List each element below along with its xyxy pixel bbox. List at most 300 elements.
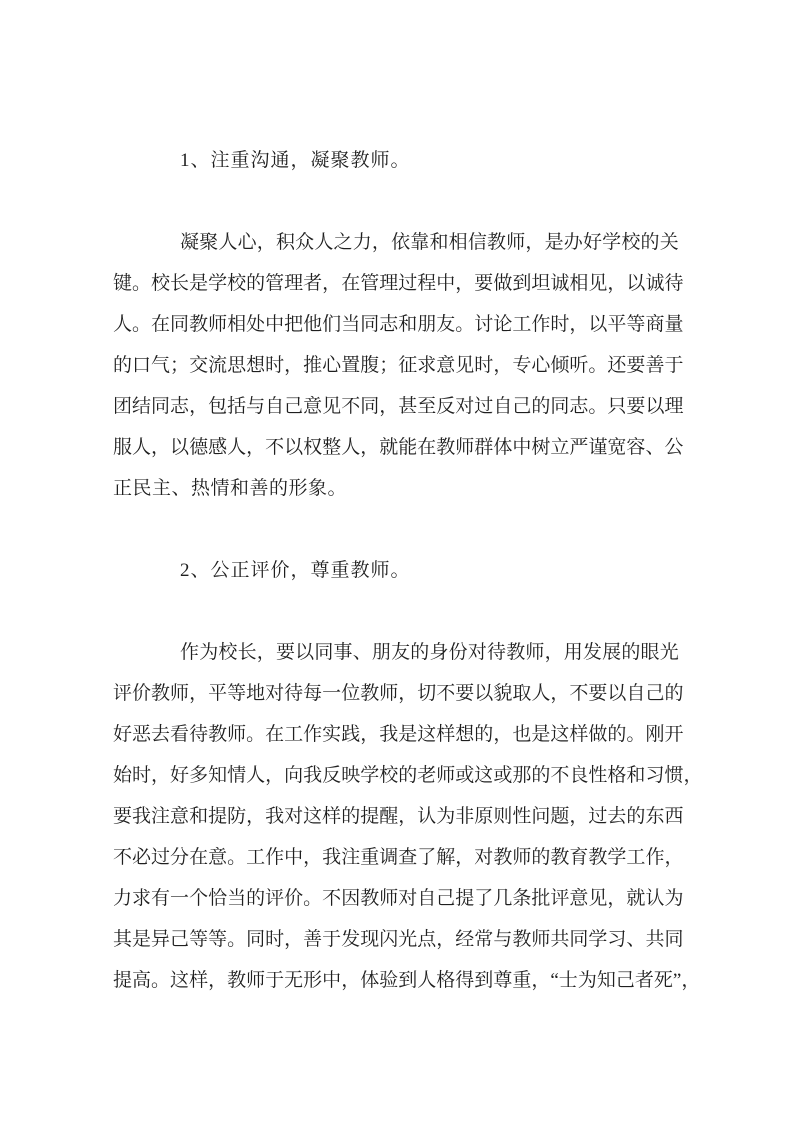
character: 当 (227, 888, 247, 909)
character: 教 (512, 929, 532, 950)
character: 平 (208, 683, 228, 704)
character: ， (341, 970, 361, 991)
character: 好 (582, 232, 602, 253)
character: 的 (607, 724, 627, 745)
character: 善 (645, 355, 665, 376)
character: 意 (170, 806, 190, 827)
character: 于 (265, 970, 285, 991)
character: 始 (113, 765, 133, 786)
character: 推 (303, 355, 323, 376)
character: 腹 (360, 355, 380, 376)
character: 时 (132, 765, 152, 786)
character: 。 (132, 273, 152, 294)
character: 格 (436, 970, 456, 991)
character: 同 (569, 929, 589, 950)
character: ， (322, 273, 342, 294)
character: 到 (398, 970, 418, 991)
character: 自 (626, 683, 646, 704)
character: 中 (265, 314, 285, 335)
character: 重 (360, 847, 380, 868)
text-line: 正民主、热情和善的形象。 (113, 478, 348, 499)
character: 甚 (398, 396, 418, 417)
character: 光 (659, 642, 679, 663)
character: 能 (398, 437, 418, 458)
character: 的 (113, 355, 133, 376)
character: ， (360, 724, 380, 745)
character: 践 (341, 724, 361, 745)
character: 友 (436, 314, 456, 335)
character: 貌 (493, 683, 513, 704)
character: 信 (467, 232, 487, 253)
character: 同 (246, 929, 266, 950)
character: 们 (322, 314, 342, 335)
character: 人 (132, 437, 152, 458)
character: 知 (596, 970, 616, 991)
character: 等 (227, 683, 247, 704)
character: 要 (474, 273, 494, 294)
character: 自 (493, 396, 513, 417)
text-line (113, 755, 703, 796)
character: 意 (436, 355, 456, 376)
character: 价 (284, 888, 304, 909)
character: 样 (436, 724, 456, 745)
character: 学 (208, 273, 228, 294)
character: 以 (170, 437, 190, 458)
character: 的 (398, 765, 418, 786)
character: 量 (664, 314, 684, 335)
character: 要 (455, 683, 475, 704)
character: 就 (626, 888, 646, 909)
character: 中 (322, 970, 342, 991)
character: 教 (227, 970, 247, 991)
character: 同 (550, 396, 570, 417)
character: 批 (531, 888, 551, 909)
character: 实 (322, 724, 342, 745)
character: 在 (151, 314, 171, 335)
character: 性 (588, 765, 608, 786)
character: 用 (563, 642, 583, 663)
character: ， (379, 396, 399, 417)
character: 商 (645, 314, 665, 335)
character: 己 (436, 888, 456, 909)
character: 不 (322, 888, 342, 909)
character: 看 (170, 724, 190, 745)
character: ， (681, 970, 701, 991)
character: 不 (436, 683, 456, 704)
character: 。 (246, 724, 266, 745)
character: ， (189, 683, 209, 704)
character: 几 (493, 888, 513, 909)
character: 以 (588, 314, 608, 335)
character: 映 (341, 765, 361, 786)
character: 聚 (199, 232, 219, 253)
character: 以 (626, 273, 646, 294)
character: 师 (506, 232, 526, 253)
character: 诚 (645, 273, 665, 294)
character: 是 (189, 273, 209, 294)
text-line (113, 960, 701, 1001)
character: 的 (341, 806, 361, 827)
character: 东 (645, 806, 665, 827)
character: ， (246, 437, 266, 458)
character: 以 (295, 642, 315, 663)
character: 同 (360, 314, 380, 335)
character: 验 (379, 970, 399, 991)
character: 括 (227, 396, 247, 417)
character: 开 (664, 724, 684, 745)
character: 为 (436, 806, 456, 827)
character: 无 (284, 970, 304, 991)
character: 光 (398, 929, 418, 950)
character: 性 (512, 806, 532, 827)
character: 自 (417, 888, 437, 909)
character: ， (284, 929, 304, 950)
character: 的 (640, 232, 660, 253)
character: 师 (512, 847, 532, 868)
character: 这 (417, 724, 437, 745)
character: 一 (322, 683, 342, 704)
character: 展 (602, 642, 622, 663)
text-line (113, 796, 684, 837)
character: ， (246, 806, 266, 827)
character: 非 (455, 806, 475, 827)
character: 是 (531, 724, 551, 745)
character: 认 (417, 806, 437, 827)
character: 凝 (180, 232, 200, 253)
character: 。 (455, 314, 475, 335)
text-line (113, 345, 684, 386)
character: ， (531, 970, 551, 991)
character: 见 (588, 273, 608, 294)
character: 教 (588, 847, 608, 868)
character: 共 (550, 929, 570, 950)
character: 征 (398, 355, 418, 376)
character: 己 (645, 683, 665, 704)
character: 工 (512, 314, 532, 335)
character: 有 (151, 888, 171, 909)
character: ， (284, 355, 304, 376)
character: 提 (113, 970, 133, 991)
character: 还 (607, 355, 627, 376)
character: 老 (417, 765, 437, 786)
text-line (113, 919, 684, 960)
character: 树 (531, 437, 551, 458)
character: ， (398, 683, 418, 704)
character: 了 (474, 888, 494, 909)
character: 西 (664, 806, 684, 827)
character: 为 (577, 970, 597, 991)
character: 见 (455, 355, 475, 376)
character: 键 (113, 273, 133, 294)
character: 校 (151, 273, 171, 294)
character: 长 (237, 642, 257, 663)
character: 要 (275, 642, 295, 663)
character: 知 (208, 765, 228, 786)
heading-block (113, 140, 679, 181)
character: 力 (113, 888, 133, 909)
character: 情 (227, 765, 247, 786)
character: 点 (417, 929, 437, 950)
character: 形 (303, 970, 323, 991)
character: 志 (379, 314, 399, 335)
character: 以 (284, 437, 304, 458)
character: 样 (322, 806, 342, 827)
character: 己 (284, 396, 304, 417)
character: 交 (189, 355, 209, 376)
character: 问 (531, 806, 551, 827)
character: 中 (436, 273, 456, 294)
character: 待 (189, 724, 209, 745)
character: 教 (189, 314, 209, 335)
character: 的 (246, 273, 266, 294)
character: 过 (398, 273, 418, 294)
character: 要 (626, 396, 646, 417)
character: 志 (170, 396, 190, 417)
character: 身 (429, 642, 449, 663)
character: 常 (474, 929, 494, 950)
character: ， (303, 847, 323, 868)
character: 意 (208, 847, 228, 868)
character: 调 (379, 847, 399, 868)
character: ， (525, 232, 545, 253)
character: 见 (322, 396, 342, 417)
character: 校 (621, 232, 641, 253)
character: 心 (531, 355, 551, 376)
text-line (113, 673, 684, 714)
character: 。 (626, 724, 646, 745)
character: 以 (607, 683, 627, 704)
character: 志 (569, 396, 589, 417)
paragraph-block (113, 632, 703, 1001)
character: 价 (132, 683, 152, 704)
character: 待 (487, 642, 507, 663)
character: 的 (621, 642, 641, 663)
character: 同 (360, 396, 380, 417)
character: 我 (379, 724, 399, 745)
character: 学 (602, 232, 622, 253)
character: 积 (275, 232, 295, 253)
text-line (113, 878, 684, 919)
character: 倾 (550, 355, 570, 376)
character: 等 (626, 314, 646, 335)
character: 师 (170, 683, 190, 704)
character: 恰 (208, 888, 228, 909)
character: 诚 (550, 273, 570, 294)
character: 校 (227, 273, 247, 294)
character: 工 (284, 724, 304, 745)
character: 到 (474, 970, 494, 991)
character: 恶 (132, 724, 152, 745)
character: 整 (322, 437, 342, 458)
character: 不 (569, 683, 589, 704)
character: 惯 (664, 765, 684, 786)
character: 是 (544, 232, 564, 253)
character: 等 (189, 929, 209, 950)
character: 的 (531, 396, 551, 417)
character: 学 (607, 847, 627, 868)
character: 力 (352, 232, 372, 253)
character: 高 (132, 970, 152, 991)
character: 作 (180, 642, 200, 663)
character: 求 (417, 355, 437, 376)
character: 份 (448, 642, 468, 663)
character: 或 (455, 765, 475, 786)
character: 等 (208, 929, 228, 950)
character: 时 (474, 355, 494, 376)
character: 者 (634, 970, 654, 991)
paragraph-block (113, 222, 684, 509)
character: 提 (360, 806, 380, 827)
character: 评 (265, 888, 285, 909)
character: 同 (170, 314, 190, 335)
character: 我 (303, 765, 323, 786)
character: ， (550, 683, 570, 704)
character: 理 (664, 396, 684, 417)
character: 工 (246, 847, 266, 868)
character: 。 (588, 355, 608, 376)
character: 多 (189, 765, 209, 786)
character: 人 (531, 683, 551, 704)
character: 提 (455, 888, 475, 909)
character: ， (360, 437, 380, 458)
character: ， (265, 765, 285, 786)
character: 样 (189, 970, 209, 991)
character: 。 (227, 929, 247, 950)
character: 在 (265, 724, 285, 745)
character: 这 (303, 806, 323, 827)
character: 士 (558, 970, 578, 991)
character: 人 (218, 232, 238, 253)
character: ， (151, 765, 171, 786)
character: 善 (303, 929, 323, 950)
character: 现 (360, 929, 380, 950)
character: ， (493, 724, 513, 745)
character: 在 (341, 273, 361, 294)
character: 认 (645, 888, 665, 909)
character: ； (170, 355, 190, 376)
character: 注 (151, 806, 171, 827)
character: 醒 (379, 806, 399, 827)
character: 人 (246, 765, 266, 786)
character: 和 (398, 314, 418, 335)
character: 理 (284, 273, 304, 294)
character: 过 (151, 847, 171, 868)
character: 讨 (474, 314, 494, 335)
character: 在 (417, 437, 437, 458)
character: 之 (333, 232, 353, 253)
character: 至 (417, 396, 437, 417)
character: 不 (550, 765, 570, 786)
character: 查 (398, 847, 418, 868)
character: 必 (132, 847, 152, 868)
character: 这 (170, 970, 190, 991)
character: ， (208, 970, 228, 991)
character: 立 (550, 437, 570, 458)
character: 那 (512, 765, 532, 786)
character: 于 (664, 355, 684, 376)
text-line (113, 386, 684, 427)
character: ， (455, 273, 475, 294)
character: 注 (341, 847, 361, 868)
character: 师 (379, 683, 399, 704)
character: 教 (493, 847, 513, 868)
character: 同 (664, 929, 684, 950)
character: 想 (246, 355, 266, 376)
character: 师 (436, 765, 456, 786)
character: 因 (341, 888, 361, 909)
character: 把 (284, 314, 304, 335)
text-line (113, 714, 684, 755)
character: 教 (151, 683, 171, 704)
character: 我 (322, 847, 342, 868)
character: ， (569, 806, 589, 827)
character: 过 (588, 806, 608, 827)
character: ， (664, 847, 684, 868)
character: 己 (615, 970, 635, 991)
character: 群 (474, 437, 494, 458)
character: 对 (474, 847, 494, 868)
character: 团 (113, 396, 133, 417)
character: 在 (189, 847, 209, 868)
character: 、 (645, 437, 665, 458)
character: 尊 (493, 970, 513, 991)
character: 处 (246, 314, 266, 335)
character: ， (683, 765, 703, 786)
character: 作 (265, 847, 285, 868)
character: 程 (417, 273, 437, 294)
character: 校 (379, 765, 399, 786)
character: 相 (569, 273, 589, 294)
character: 朋 (417, 314, 437, 335)
character: 作 (531, 314, 551, 335)
text-line (113, 304, 684, 345)
character: 每 (303, 683, 323, 704)
character: 谨 (588, 437, 608, 458)
character: 人 (113, 314, 133, 335)
character: 这 (474, 765, 494, 786)
character: 中 (512, 437, 532, 458)
character: ， (256, 642, 276, 663)
character: 也 (512, 724, 532, 745)
character: 眼 (640, 642, 660, 663)
character: 的 (531, 765, 551, 786)
character: 作 (645, 847, 665, 868)
character: 对 (398, 888, 418, 909)
character: 学 (360, 765, 380, 786)
character: 师 (246, 970, 266, 991)
character: 专 (512, 355, 532, 376)
character: 想 (455, 724, 475, 745)
character: 。 (227, 847, 247, 868)
character: 见 (588, 888, 608, 909)
character: 体 (493, 437, 513, 458)
character: 包 (208, 396, 228, 417)
character: 教 (208, 724, 228, 745)
character: 一 (170, 888, 190, 909)
character: 心 (237, 232, 257, 253)
character: 相 (227, 314, 247, 335)
character: 教 (487, 232, 507, 253)
character: 刚 (645, 724, 665, 745)
character: 习 (645, 765, 665, 786)
character: 人 (341, 437, 361, 458)
character: 我 (132, 806, 152, 827)
character: 的 (626, 806, 646, 827)
character: 学 (588, 929, 608, 950)
character: 他 (303, 314, 323, 335)
character: 教 (436, 437, 456, 458)
text-line (113, 632, 679, 673)
